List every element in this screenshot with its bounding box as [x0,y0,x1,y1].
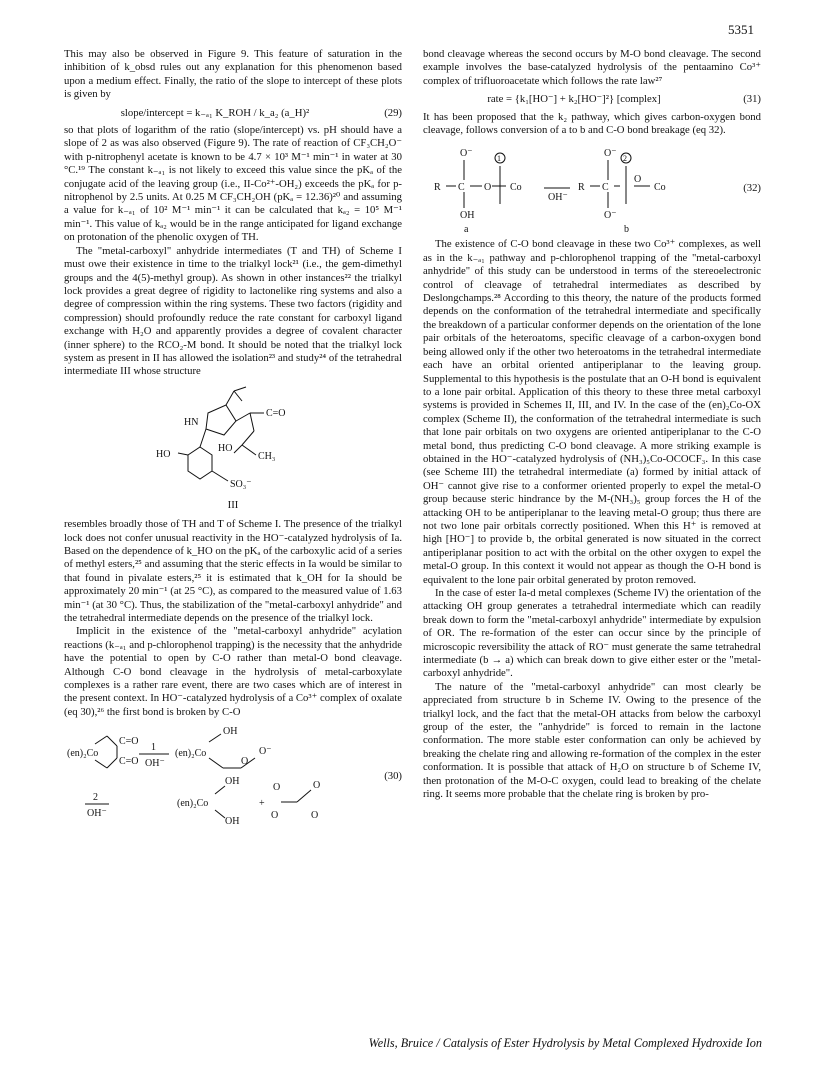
svg-text:O: O [484,182,492,194]
svg-text:C: C [602,182,609,194]
svg-text:OH: OH [460,210,475,222]
svg-text:+: + [259,798,265,810]
svg-text:O⁻: O⁻ [460,148,473,160]
equation-32-label-a: a [464,224,469,235]
svg-text:HN: HN [184,416,199,428]
svg-text:1: 1 [497,154,501,164]
svg-text:Co: Co [510,182,522,194]
left-paragraph-3: The "metal-carboxyl" anhydride intermediates (T and TH) of Scheme I must owe their existence in time to the trialkyl lock²¹ (i.e., the gem-dimethyl groups and the 4(5)-methyl group). As shown in other instances²² the trialkyl lock provides a great degree of rigidity to lactonelike ring systems and also a degree of compression within the ring systems. These two factors (rigidity and compression) should profoundly reduce the rate constant for carboxyl ligand exchange with H₂O and apparently provides a degree of covalent character (inner sphere) to the RCO₂-M bond. It should be noted that the trialkyl lock system as present in II has allowed the isolation²³ and study²⁴ of the tetrahedral intermediate III whose structure [64,244,402,378]
svg-text:O: O [241,756,249,768]
equation-32-label-b: b [624,224,629,235]
equation-32 [423,142,761,234]
svg-text:(en)₂Co: (en)₂Co [177,798,209,810]
structure-iii-drawing [138,383,328,495]
svg-text:1: 1 [151,742,156,754]
equation-29-body: slope/intercept = k₋ₐ₁ K_ROH / k_a₂ (a_H)² [120,106,310,119]
equation-31-body: rate = {k₁[HO⁻] + k₂[HO⁻]²} [complex] [487,93,661,106]
svg-text:OH: OH [223,726,238,738]
svg-text:O: O [311,810,319,822]
right-paragraph-3: The existence of C-O bond cleavage in these two Co³⁺ complexes, as well as in the k₋ₐ₁ pathway and p-chlorophenol trapping of the "metal-carboxyl anhydride" of this study can be understood in terms of the stereoelectronic control of cleavage of tetrahedral intermediates as described by Deslongchamps.²⁸ According to this theory, the nature of the products formed depends on the conformation of the tetrahedral intermediate and specifically the breakdown of a particular conformer depends on the orientation of the lone pair orbitals of the heteroatoms, specific cleavage of a carbon-oxygen bond being allowed only if the other two heteroatoms in the tetrahedral intermediate each have an orbital oriented antiperiplanar to the leaving group. Supplemental to this hypothesis is the postulate that an O-H bond is equivalent to a lone pair orbital. Application of this theory to these three metal carboxyl systems is provided in Schemes II, III, and IV. In the case of the (en)₂Co-OX complex (Scheme II), the conformation of the tetrahedral intermediate is such that lone pair orbitals on two oxygens are oriented antiperiplanar to the C-O metal bond, thus predicting C-O bond cleavage. A more striking example is obtained in the HO⁻-catalyzed hydrolysis of (NH₃)₅Co-OCOCF₃. In this case (see Scheme III) the tetrahedral intermediate (a) formed by initial attack of OH⁻ cannot give rise to a conformer oriented properly to expel the metal-O group because steric hindrance by the M-(NH₃)₅ group forces the H of the attacking OH to be antiperiplanar to the leaving metal-O group; thus there are not two lone pair orbitals correctly positioned. When this H⁺ is removed at high [HO⁻] to provide b, the orbital generated is now situated in the correct antiperiplanar position to act with the orbital on the other oxygen to expel the metal-O group. In this context it would not appear as though the O-H bond is equivalent to the lone pair orbital generated by proton removed. [423,238,761,586]
svg-text:O⁻: O⁻ [259,746,272,758]
equation-32-number: (32) [743,181,761,194]
right-column [423,48,761,802]
equation-29-number: (29) [384,106,402,119]
svg-text:C: C [458,182,465,194]
svg-text:R: R [434,182,441,194]
svg-text:O⁻: O⁻ [604,148,617,160]
svg-text:O: O [313,780,321,792]
svg-text:Co: Co [654,182,666,194]
svg-text:R: R [578,182,585,194]
svg-text:OH⁻: OH⁻ [548,192,568,204]
left-paragraph-1: This may also be observed in Figure 9. This feature of saturation in the inhibition of k_obsd rules out any explanation for this phenomenon based upon a medium effect. Finally, the ratio of the slope to intercept of these plots is given by [64,48,402,101]
svg-text:(en)₂Co: (en)₂Co [67,748,99,760]
svg-text:CH₃: CH₃ [258,450,276,462]
svg-text:O: O [634,174,642,186]
running-footer: Wells, Bruice / Catalysis of Ester Hydrolysis by Metal Complexed Hydroxide Ion [368,1036,762,1050]
equation-32-drawing [423,142,725,234]
right-paragraph-5: The nature of the "metal-carboxyl anhydride" can most clearly be appreciated from structure b in Scheme IV. Owing to the presence of the trialkyl lock, and the fact that the metal-OH attacks from below the carboxyl group of the ester, the "anhydride" is forced to remain in the lactone conformation. The more stable ester conformation can only be achieved by breaking the chelate ring and allowing re-formation of the complex in the ester conformation. It is possible that attack of H₂O on structure b of Scheme IV, then protonation of the M-O-C oxygen, could lead to breaking of the chelate ring. It seems more probable that the chelate ring is broken by pro- [423,680,761,801]
svg-text:SO₃⁻: SO₃⁻ [230,478,252,490]
equation-29 [64,107,402,120]
left-paragraph-5: Implicit in the existence of the "metal-carboxyl anhydride" acylation reactions (k₋ₐ₁ and p-chlorophenol trapping) is the necessity that the anhydride have the potential to open by C-O rather than metal-O bond cleavage. Although C-O bond cleavage in the hydrolysis of metal-carboxylate complexes is a rather rare event, there are two cases which are of interest in the present context. In HO⁻-catalyzed hydrolysis of a Co³⁺ complex of oxalate (eq 30),²⁶ the first bond is broken by C-O [64,625,402,718]
svg-text:OH⁻: OH⁻ [145,758,165,770]
right-paragraph-4: In the case of ester Ia-d metal complexes (Scheme IV) the orientation of the attacking OH group generates a tetrahedral intermediate which can readily break down to form the "metal-carboxyl anhydride" intermediate by expulsion of OR. The re-formation of the ester can occur since by the principle of microscopic reversibility the attack of RO⁻ must generate the same tetrahedral intermediate (b → a) which can break down to give either ester or the "metal-carboxyl anhydride". [423,587,761,680]
equation-31-number: (31) [743,93,761,106]
left-column [64,48,402,832]
equation-30-drawing [64,724,366,828]
right-paragraph-2: It has been proposed that the k₂ pathway, which gives carbon-oxygen bond cleavage, follows conversion of a to b and C-O bond breakage (eq 32). [423,110,761,137]
page-number: 5351 [728,22,754,37]
svg-text:O⁻: O⁻ [604,210,617,222]
equation-31 [423,93,761,106]
svg-text:C=O: C=O [266,407,286,419]
left-paragraph-4: resembles broadly those of TH and T of Scheme I. The presence of the trialkyl lock does not confer unusual reactivity in the HO⁻-catalyzed hydrolysis of Ia. Based on the dependence of k_HO on the pKₐ of the carboxylic acid of a series of methyl esters,²⁵ and assuming that the steric effects in Ia would be similar to that found in pivalate esters,²⁵ it is estimated that k_OH for Ia should be approximately 20 min⁻¹ (at 25 °C), as compared to the measured value of 1.63 min⁻¹ (at 30 °C). Thus, the stabilization of the "metal-carboxyl anhydride" and the tetrahedral intermediate depends on the presence of the trialkyl lock. [64,518,402,624]
equation-30-number: (30) [384,769,402,782]
svg-text:HO: HO [218,442,233,454]
svg-text:C=O: C=O [119,756,139,768]
svg-text:O: O [271,810,279,822]
svg-text:HO: HO [156,448,171,460]
svg-text:OH⁻: OH⁻ [87,808,107,820]
left-paragraph-2: so that plots of logarithm of the ratio (slope/intercept) vs. pH should have a slope of 2 as was also observed (Figure 9). The rate of reaction of CF₃CH₂O⁻ with p-nitrophenyl acetate is known to be 4.7 × 10³ M⁻¹ min⁻¹ in water at 30 °C.¹⁹ The constant k₋ₐ₁ is not likely to exceed this value since the pKₐ of the conjugate acid of the leaving group (i.e., II-Co²⁺-OH₂) exceeds the pKₐ for p-nitrophenol by 2.5 units. At 0.25 M CF₃CH₂OH (pKₐ = 12.36)²⁰ and assuming a value for k₋ₐ₁ of 10² M⁻¹ min⁻¹ it can be calculated that kₐ₂ = 10⁵ M⁻¹ min⁻¹. This value of kₐ₂ would be in the range anticipated for ligand exchange on protonation of the phenolic oxygen of TH. [64,124,402,244]
svg-text:2: 2 [623,154,627,164]
structure-iii-label: III [227,498,239,511]
equation-30 [64,724,402,828]
svg-text:OH: OH [225,776,240,788]
svg-text:C=O: C=O [119,736,139,748]
svg-text:2: 2 [93,792,98,804]
svg-text:O: O [273,782,281,794]
svg-text:(en)₂Co: (en)₂Co [175,748,207,760]
right-paragraph-1: bond cleavage whereas the second occurs by M-O bond cleavage. The second example involves the base-catalyzed hydrolysis of the pentaamino Co³⁺ complex of trifluoroacetate which follows the rate law²⁷ [423,48,761,87]
svg-text:OH: OH [225,816,240,828]
